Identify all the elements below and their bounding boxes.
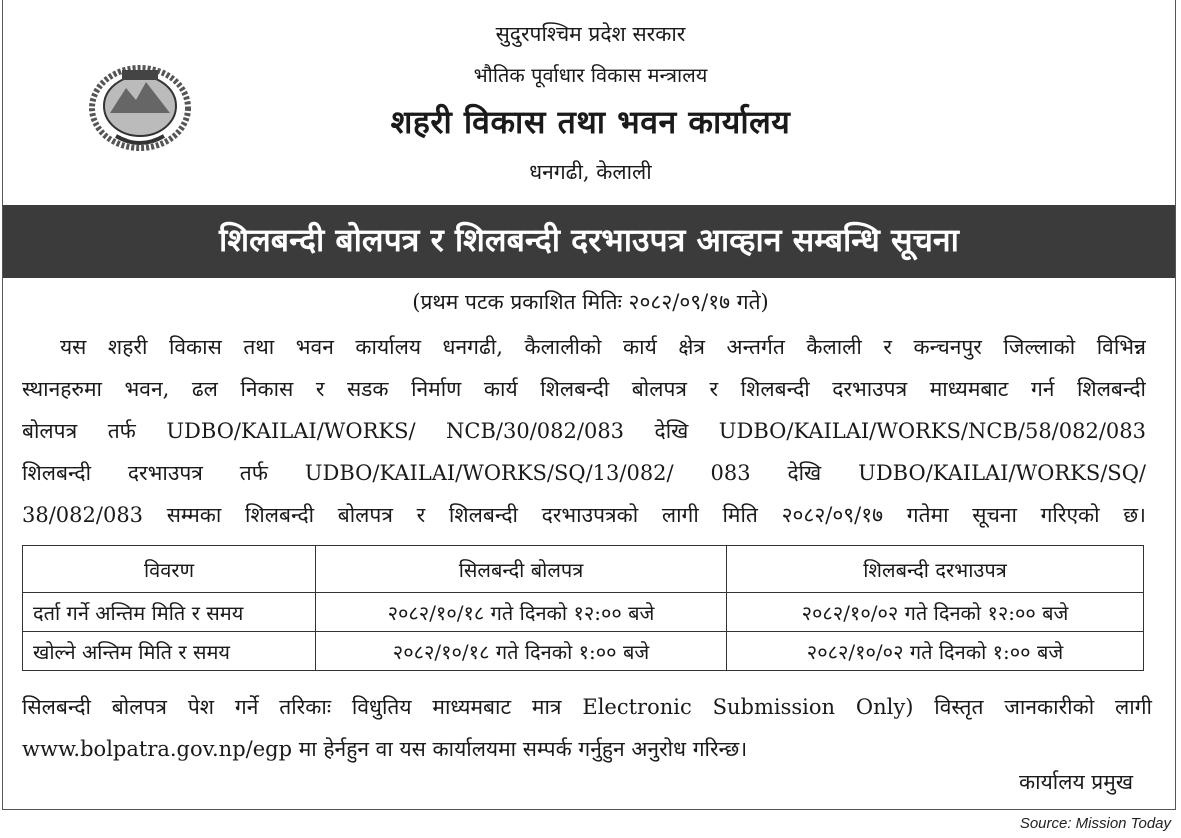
ministry-name: भौतिक पूर्वाधार विकास मन्त्रालय [473,63,708,87]
table-row [23,593,1144,632]
body-line: बोलपत्र तर्फ UDBO/KAILAI/WORKS/ NCB/30/082/083 देखि UDBO/KAILAI/WORKS/NCB/58/082/083 [22,419,1146,443]
column-header: सिलबन्दी बोलपत्र [316,546,727,593]
column-header: शिलबन्दी दरभाउपत्र [727,546,1144,593]
column-header: विवरण [23,546,316,593]
table-cell: २०८२/१०/०२ गते दिनको १:०० बजे [727,632,1144,671]
table-header-row [23,546,1144,593]
schedule-table [22,545,1144,671]
table-cell: २०८२/१०/०२ गते दिनको १२:०० बजे [727,593,1144,632]
signature: कार्यालय प्रमुख [1019,770,1133,794]
body-line: 38/082/083 सम्मका शिलबन्दी बोलपत्र र शिलबन्दी दरभाउपत्रको लागी मिति २०८२/०९/१७ गतेमा सूचना गरिएको छ। [22,503,1146,527]
notice-body [22,326,1146,536]
body-line: शिलबन्दी दरभाउपत्र तर्फ UDBO/KAILAI/WORKS/SQ/13/082/ 083 देखि UDBO/KAILAI/WORKS/SQ/ [22,461,1146,485]
table-row [23,632,1144,671]
submission-method: सिलबन्दी बोलपत्र पेश गर्ने तरिकाः विधुतिय माध्यमबाट मात्र Electronic Submission Only) विस्तृत जानकारीको लागी [22,695,1152,719]
office-location: धनगढी, केलाली [529,160,652,184]
table-cell: २०८२/१०/१८ गते दिनको १:०० बजे [316,632,727,671]
publication-date: (प्रथम पटक प्रकाशित मितिः २०८२/०९/१७ गते) [412,290,769,314]
website-info: www.bolpatra.gov.np/egp मा हेर्नहुन वा यस कार्यालयमा सम्पर्क गर्नुहुन अनुरोध गरिन्छ। [22,737,748,761]
table-cell: खोल्ने अन्तिम मिति र समय [23,632,316,671]
source-credit: Source: Mission Today [1019,815,1171,832]
body-line: स्थानहरुमा भवन, ढल निकास र सडक निर्माण कार्य शिलबन्दी बोलपत्र र शिलबन्दी दरभाउपत्र माध्यमबाट गर्न शिलबन्दी [22,377,1146,401]
body-line: यस शहरी विकास तथा भवन कार्यालय धनगढी, कैलालीको कार्य क्षेत्र अन्तर्गत कैलाली र कन्चनपुर जिल्लाको विभिन्न [60,335,1146,359]
notice-title-banner: शिलबन्दी बोलपत्र र शिलबन्दी दरभाउपत्र आव्हान सम्बन्धि सूचना [3,205,1175,278]
government-name: सुदुरपश्चिम प्रदेश सरकार [495,22,686,46]
table-cell: २०८२/१०/१८ गते दिनको १२:०० बजे [316,593,727,632]
office-name: शहरी विकास तथा भवन कार्यालय [390,103,791,141]
table-cell: दर्ता गर्ने अन्तिम मिति र समय [23,593,316,632]
